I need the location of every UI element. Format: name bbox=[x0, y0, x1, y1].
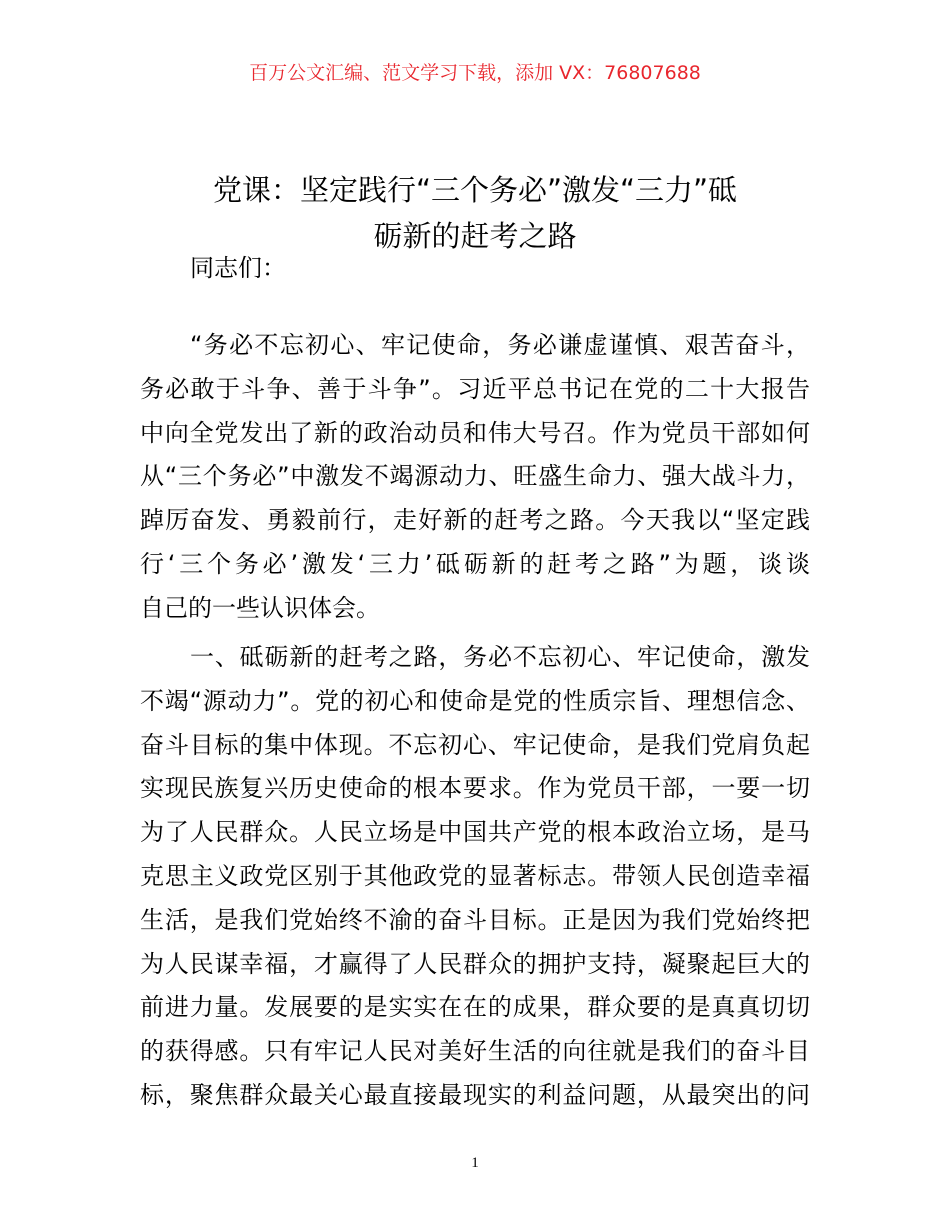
paragraph-line: 不竭“源动力”。党的初心和使命是党的性质宗旨、理想信念、 bbox=[140, 686, 810, 715]
paragraph-line: 生活，是我们党始终不渝的奋斗目标。正是因为我们党始终把 bbox=[140, 905, 810, 934]
paragraph-line: 自己的一些认识体会。 bbox=[140, 593, 380, 622]
paragraph-line: 一、砥砺新的赶考之路，务必不忘初心、牢记使命，激发 bbox=[190, 643, 810, 671]
paragraph-line: 为了人民群众。人民立场是中国共产党的根本政治立场，是马 bbox=[140, 818, 810, 847]
paragraph-line: 实现民族复兴历史使命的根本要求。作为党员干部，一要一切 bbox=[140, 774, 810, 803]
document-title-line-2: 砺新的赶考之路 bbox=[373, 219, 577, 253]
paragraph-line: 克思主义政党区别于其他政党的显著标志。带领人民创造幸福 bbox=[140, 862, 810, 890]
paragraph-line: 踔厉奋发、勇毅前行，走好新的赶考之路。今天我以“坚定践 bbox=[140, 506, 810, 535]
paragraph-line: 为人民谋幸福，才赢得了人民群众的拥护支持，凝聚起巨大的 bbox=[140, 949, 810, 978]
paragraph-line: 前进力量。发展要的是实实在在的成果，群众要的是真真切切 bbox=[140, 993, 810, 1022]
document-title-line-1: 党课：坚定践行“三个务必”激发“三力”砥 bbox=[212, 173, 738, 207]
paragraph-line: 中向全党发出了新的政治动员和伟大号召。作为党员干部如何 bbox=[140, 418, 810, 447]
paragraph-line: 奋斗目标的集中体现。不忘初心、牢记使命，是我们党肩负起 bbox=[140, 730, 810, 759]
watermark-banner: 百万公文汇编、范文学习下载，添加 VX：76807688 bbox=[249, 62, 701, 84]
paragraph-line: 从“三个务必”中激发不竭源动力、旺盛生命力、强大战斗力， bbox=[140, 462, 810, 491]
paragraph-line: “务必不忘初心、牢记使命，务必谦虚谨慎、艰苦奋斗， bbox=[190, 331, 810, 359]
paragraph-line: 标，聚焦群众最关心最直接最现实的利益问题，从最突出的问 bbox=[140, 1081, 810, 1109]
paragraph-line: 行‘三个务必’激发‘三力’砥砺新的赶考之路”为题，谈谈 bbox=[140, 550, 810, 578]
page-number: 1 bbox=[471, 1155, 479, 1171]
paragraph-line: 的获得感。只有牢记人民对美好生活的向往就是我们的奋斗目 bbox=[140, 1037, 810, 1066]
salutation: 同志们： bbox=[190, 254, 286, 282]
paragraph-line: 务必敢于斗争、善于斗争”。习近平总书记在党的二十大报告 bbox=[140, 374, 810, 403]
